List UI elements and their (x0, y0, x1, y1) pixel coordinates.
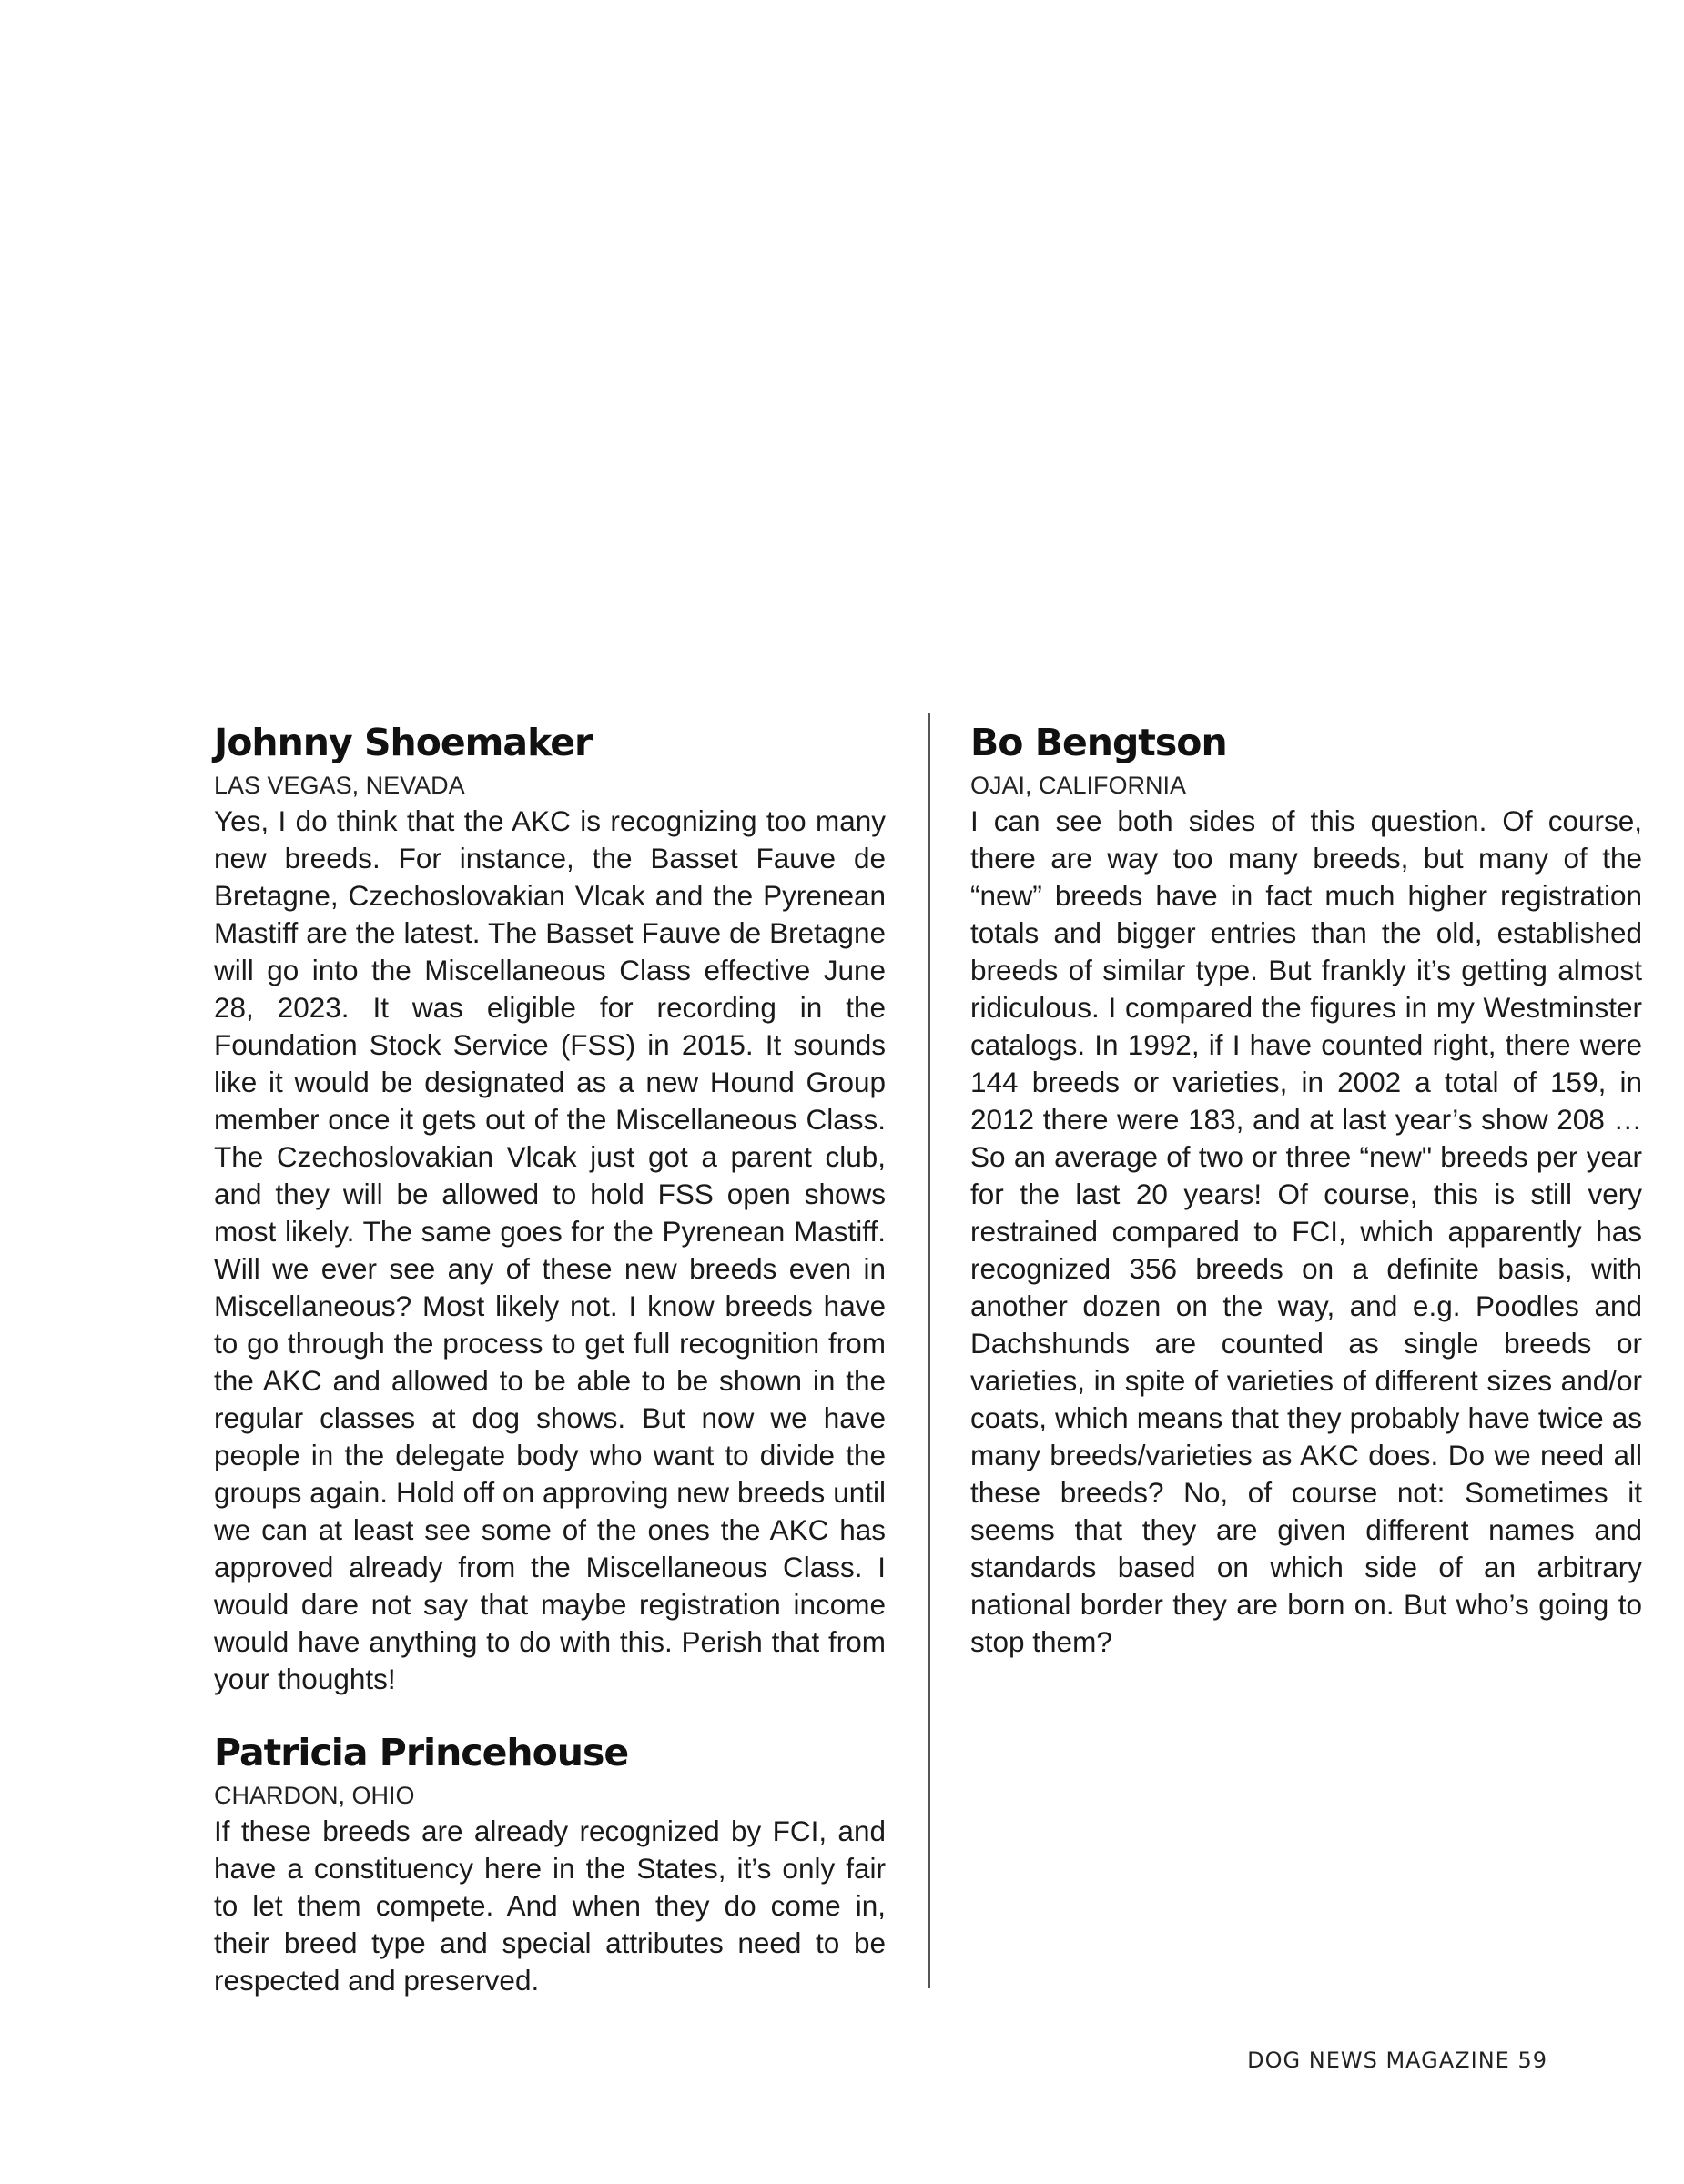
response-text: I can see both sides of this question. Of course, there are way too many breeds, but many of the “new” breeds have in fact much higher registration totals and bigger entries than the old, established breeds of similar type. But frankly it’s getting almost ridiculous. I compared the figures in my Westminster catalogs. In 1992, if I have counted right, there were 144 breeds or varieties, in 2002 a total of 159, in 2012 there were 183, and at last year’s show 208 … So an average of two or three “new" breeds per year for the last 20 years! Of course, this is still very restrained compared to FCI, which apparently has recognized 356 breeds on a definite basis, with another dozen on the way, and e.g. Poodles and Dachshunds are counted as single breeds or varieties, in spite of varieties of different sizes and/or coats, which means that they probably have twice as many breeds/varieties as AKC does. Do we need all these breeds? No, of course not: Sometimes it seems that they are given different names and standards based on which side of an arbitrary national border they are born on. But who’s going to stop them? (970, 804, 1642, 1658)
respondent-name: Johnny Shoemaker (214, 721, 593, 764)
response-text: If these breeds are already recognized by FCI, and have a constituency here in the States, it’s only fair to let them compete. And when they do come in, their breed type and special attributes need to be respected and preserved. (214, 1815, 886, 1997)
response-entry-johnny-shoemaker (214, 719, 886, 1698)
respondent-location: LAS VEGAS, NEVADA (214, 772, 465, 799)
left-column (214, 719, 886, 1999)
respondent-location: OJAI, CALIFORNIA (970, 772, 1187, 799)
response-entry-bo-bengtson (970, 719, 1642, 1661)
respondent-name: Bo Bengtson (970, 721, 1227, 764)
right-column (970, 719, 1642, 1661)
respondent-location: CHARDON, OHIO (214, 1782, 415, 1809)
response-text: Yes, I do think that the AKC is recognizing too many new breeds. For instance, the Basset Fauve de Bretagne, Czechoslovakian Vlcak and the Pyrenean Mastiff are the latest. The Basset Fauve de Bretagne will go into the Miscellaneous Class effective June 28, 2023. It was eligible for recording in the Foundation Stock Service (FSS) in 2015. It sounds like it would be designated as a new Hound Group member once it gets out of the Miscellaneous Class. The Czechoslovakian Vlcak just got a parent club, and they will be allowed to hold FSS open shows most likely. The same goes for the Pyrenean Mastiff. Will we ever see any of these new breeds even in Miscellaneous? Most likely not. I know breeds have to go through the process to get full recognition from the AKC and allowed to be able to be shown in the regular classes at dog shows. But now we have people in the delegate body who want to divide the groups again. Hold off on approving new breeds until we can at least see some of the ones the AKC has approved already from the Miscellaneous Class. I would dare not say that maybe registration income would have anything to do with this. Perish that from your thoughts! (214, 804, 886, 1695)
column-divider (928, 713, 930, 1988)
page-footer: DOG NEWS MAGAZINE 59 (1247, 2048, 1547, 2073)
response-entry-patricia-princehouse (214, 1729, 886, 1999)
respondent-name: Patricia Princehouse (214, 1731, 629, 1774)
